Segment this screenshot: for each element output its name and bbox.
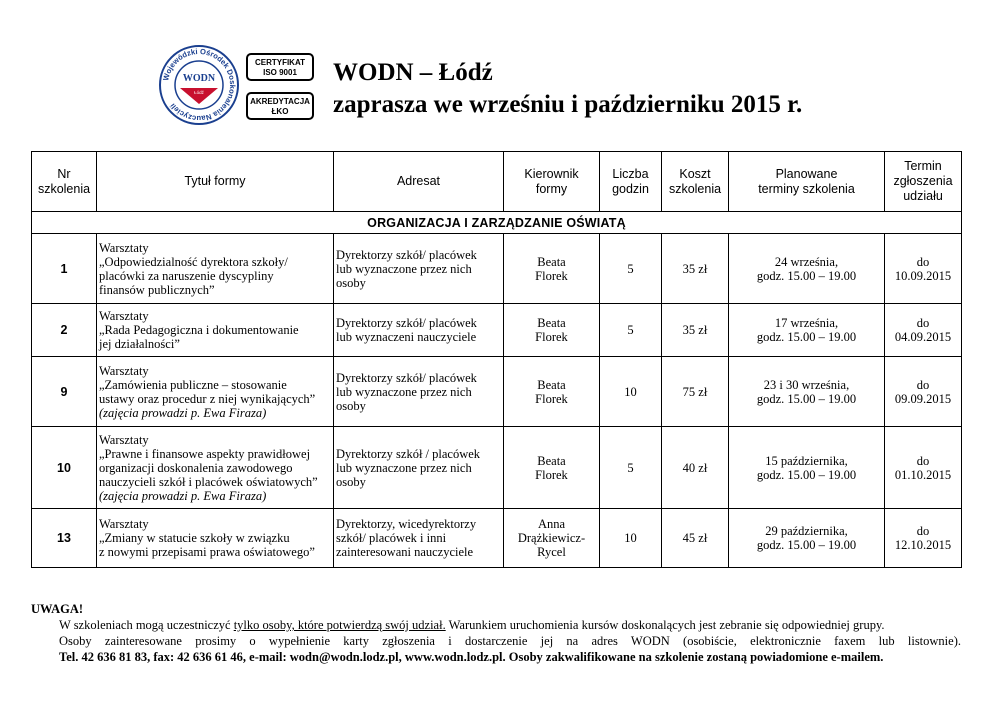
table-header-row	[32, 152, 962, 212]
cell-zgloszenie: do 04.09.2015	[885, 304, 962, 357]
footer-note	[31, 601, 961, 665]
table-row	[32, 234, 962, 304]
cell-adresat: Dyrektorzy szkół/ placówek lub wyznaczone przez nich osoby	[334, 234, 504, 304]
trainer-note: (zajęcia prowadzi p. Ewa Firaza)	[99, 405, 267, 420]
logo-city-text: Łódź	[194, 90, 204, 95]
cell-title: Warsztaty „Zmiany w statucie szkoły w związku z nowymi przepisami prawa oświatowego”	[97, 509, 334, 568]
cell-koszt: 35 zł	[662, 304, 729, 357]
cell-koszt: 40 zł	[662, 427, 729, 509]
cell-termin: 17 września, godz. 15.00 – 19.00	[729, 304, 885, 357]
footer-heading: UWAGA!	[31, 602, 84, 616]
cell-nr: 1	[32, 234, 97, 304]
title-line-2: zaprasza we wrześniu i październiku 2015 r.	[333, 91, 803, 118]
cell-kierownik: Anna Drążkiewicz- Rycel	[504, 509, 600, 568]
cell-adresat: Dyrektorzy szkół/ placówek lub wyznaczone przez nich osoby	[334, 357, 504, 427]
cell-kierownik: Beata Florek	[504, 234, 600, 304]
cell-title: Warsztaty „Prawne i finansowe aspekty prawidłowej organizacji doskonalenia zawodowego nauczycieli szkół i placówek oświatowych” (zajęcia prowadzi p. Ewa Firaza)	[97, 427, 334, 509]
footer-line-2: Osoby zainteresowane prosimy o wypełnienie karty zgłoszenia i dostarczenie jej na adres WODN (osobiście, elektronicznie faxem lub listownie).	[59, 634, 961, 648]
cell-zgloszenie: do 12.10.2015	[885, 509, 962, 568]
cell-title: Warsztaty „Zamówienia publiczne – stosowanie ustawy oraz procedur z niej wynikających” (zajęcia prowadzi p. Ewa Firaza)	[97, 357, 334, 427]
cell-nr: 13	[32, 509, 97, 568]
cert-lko-line1: AKREDYTACJA	[250, 97, 310, 106]
header-kierownik: Kierownik formy	[504, 152, 600, 212]
page-title	[333, 57, 802, 121]
header-terminy: Planowane terminy szkolenia	[729, 152, 885, 212]
cert-iso-line2: ISO 9001	[263, 68, 297, 77]
cell-zgloszenie: do 01.10.2015	[885, 427, 962, 509]
certificate-iso-badge	[246, 53, 314, 81]
cell-zgloszenie: do 09.09.2015	[885, 357, 962, 427]
table-row	[32, 427, 962, 509]
svg-text:Wojewódzki Ośrodek Doskonaleni	[161, 47, 237, 123]
footer-contact: Tel. 42 636 81 83, fax: 42 636 61 46, e-mail: wodn@wodn.lodz.pl, www.wodn.lodz.pl. Osoby zakwalifikowane na szkolenie zostaną powiadomione e-mailem.	[59, 650, 884, 664]
cert-lko-line2: ŁKO	[271, 107, 289, 116]
table-row	[32, 304, 962, 357]
cell-godziny: 5	[600, 427, 662, 509]
cell-adresat: Dyrektorzy, wicedyrektorzy szkół/ placówek i inni zainteresowani nauczyciele	[334, 509, 504, 568]
cell-termin: 29 października, godz. 15.00 – 19.00	[729, 509, 885, 568]
header-zgloszenia: Termin zgłoszenia udziału	[885, 152, 962, 212]
cell-termin: 24 września, godz. 15.00 – 19.00	[729, 234, 885, 304]
cell-godziny: 10	[600, 509, 662, 568]
header-koszt: Koszt szkolenia	[662, 152, 729, 212]
logo-center-text: WODN	[182, 73, 216, 84]
accreditation-badge	[246, 92, 314, 120]
section-title: ORGANIZACJA I ZARZĄDZANIE OŚWIATĄ	[32, 212, 962, 234]
training-table	[31, 151, 962, 568]
cell-godziny: 5	[600, 304, 662, 357]
header-tytul: Tytuł formy	[97, 152, 334, 212]
cell-kierownik: Beata Florek	[504, 427, 600, 509]
cell-koszt: 75 zł	[662, 357, 729, 427]
cell-adresat: Dyrektorzy szkół/ placówek lub wyznaczeni nauczyciele	[334, 304, 504, 357]
cert-iso-line1: CERTYFIKAT	[254, 58, 306, 67]
cell-nr: 2	[32, 304, 97, 357]
footer-underlined-text: tylko osoby, które potwierdzą swój udział.	[233, 618, 446, 632]
cell-title: Warsztaty „Odpowiedzialność dyrektora szkoły/ placówki za naruszenie dyscypliny finansów publicznych”	[97, 234, 334, 304]
section-row	[32, 212, 962, 234]
header-adresat: Adresat	[334, 152, 504, 212]
header-nr: Nr szkolenia	[32, 152, 97, 212]
table-row	[32, 357, 962, 427]
cell-zgloszenie: do 10.09.2015	[885, 234, 962, 304]
logo-ring-text: Wojewódzki Ośrodek Doskonalenia Nauczycieli	[161, 46, 238, 124]
header-liczba: Liczba godzin	[600, 152, 662, 212]
wodn-logo	[158, 44, 240, 126]
table-row	[32, 509, 962, 568]
cell-nr: 9	[32, 357, 97, 427]
cell-title: Warsztaty „Rada Pedagogiczna i dokumentowanie jej działalności”	[97, 304, 334, 357]
cell-kierownik: Beata Florek	[504, 357, 600, 427]
cell-koszt: 45 zł	[662, 509, 729, 568]
cell-termin: 23 i 30 września, godz. 15.00 – 19.00	[729, 357, 885, 427]
cell-koszt: 35 zł	[662, 234, 729, 304]
trainer-note: (zajęcia prowadzi p. Ewa Firaza)	[99, 488, 267, 503]
cell-adresat: Dyrektorzy szkół / placówek lub wyznaczone przez nich osoby	[334, 427, 504, 509]
title-line-1: WODN – Łódź	[333, 59, 493, 86]
cell-godziny: 10	[600, 357, 662, 427]
cell-kierownik: Beata Florek	[504, 304, 600, 357]
cell-godziny: 5	[600, 234, 662, 304]
footer-line-1: W szkoleniach mogą uczestniczyć tylko osoby, które potwierdzą swój udział. Warunkiem uruchomienia kursów doskonalących jest zebranie się odpowiedniej grupy.	[59, 618, 885, 632]
cell-nr: 10	[32, 427, 97, 509]
cell-termin: 15 października, godz. 15.00 – 19.00	[729, 427, 885, 509]
